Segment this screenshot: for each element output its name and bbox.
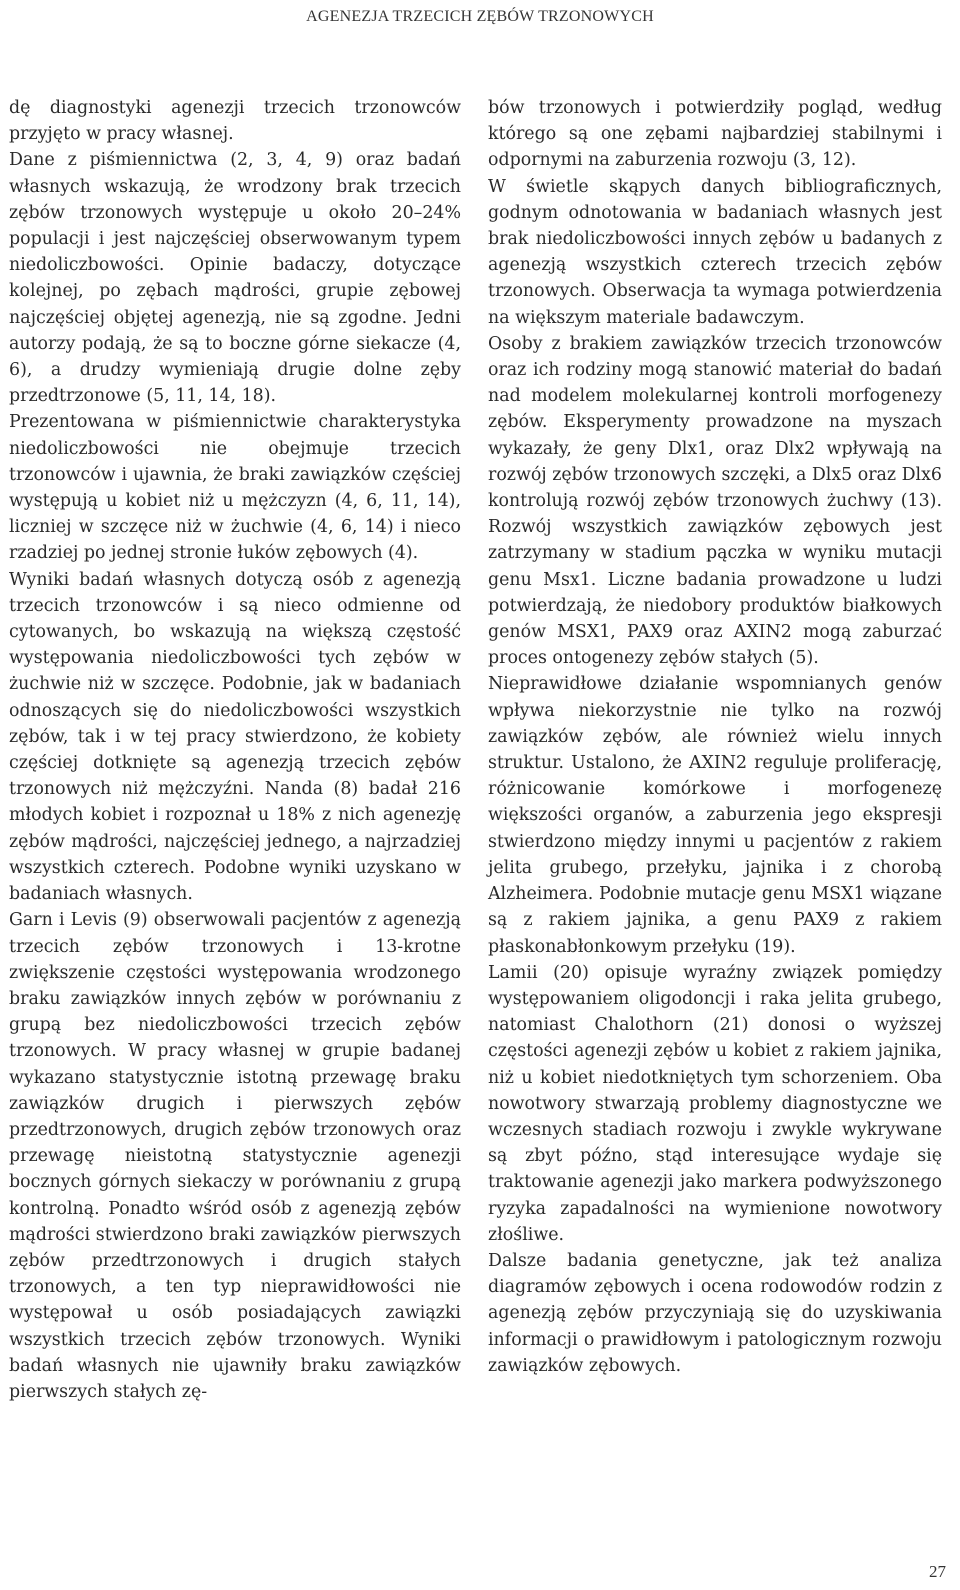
- paragraph: Garn i Levis (9) obserwowali pacjentów z agenezją trzecich zębów trzonowych i 13-krotne zwiększenie częstości występowania wrodzonego braku zawiązków innych zębów w porównaniu z grupą bez niedoliczbowości trzecich zębów trzonowych. W pracy własnej w grupie badanej wykazano statystycznie istotną przewagę braku zawiązków drugich i pierwszych zębów przedtrzonowych, drugich zębów trzonowych oraz przewagę nieistotną statystycznie agenezji bocznych górnych siekaczy w porównaniu z grupą kontrolną. Ponadto wśród osób z agenezją zębów mądrości stwierdzono braki zawiązków pierwszych zębów przedtrzonowych i drugich stałych trzonowych, a ten typ nieprawidłowości nie występował u osób posiadających zawiązki wszystkich trzecich zębów trzonowych. Wyniki badań własnych nie ujawniły braku zawiązków pierwszych stałych zę-: [9, 910, 461, 1402]
- paragraph: Osoby z brakiem zawiązków trzecich trzonowców oraz ich rodziny mogą stanowić materiał do badań nad modelem molekularnej kontroli morfogenezy zębów. Eksperymenty prowadzone na myszach wykazały, że geny Dlx1, oraz Dlx2 wpływają na rozwój zębów trzonowych szczęki, a Dlx5 oraz Dlx6 kontrolują rozwój zębów trzonowych żuchwy (13). Rozwój wszystkich zawiązków zębowych jest zatrzymany w stadium pączka w wyniku mutacji genu Msx1. Liczne badania prowadzone u ludzi potwierdzają, że niedobory produktów białkowych genów MSX1, PAX9 oraz AXIN2 mogą zaburzać proces ontogenezy zębów stałych (5).: [488, 333, 942, 669]
- paragraph: Nieprawidłowe działanie wspomnianych genów wpływa niekorzystnie nie tylko na rozwój zawiązków zębów, ale również wielu innych struktur. Ustalono, że AXIN2 reguluje proliferację, różnicowanie komórkowe i morfogenezę większości organów, a zaburzenia jego ekspresji stwierdzono między innymi u pacjentów z rakiem jelita grubego, przełyku, jajnika i z chorobą Alzheimera. Podobnie mutacje genu MSX1 wiązane są z rakiem jajnika, a genu PAX9 z rakiem płaskonabłonkowym przełyku (19).: [488, 674, 942, 957]
- paragraph: Dane z piśmiennictwa (2, 3, 4, 9) oraz badań własnych wskazują, że wrodzony brak trzecich zębów trzonowych występuje u około 20–24% populacji i jest najczęściej obserwowanym typem niedoliczbowości. Opinie badaczy, dotyczące kolejnej, po zębach mądrości, grupie zębowej najczęściej objętej agenezją, nie są zgodne. Jedni autorzy podają, że są to boczne górne siekacze (4, 6), a drudzy wymieniają drugie dolne zęby przedtrzonowe (5, 11, 14, 18).: [9, 150, 461, 407]
- paragraph: Prezentowana w piśmiennictwie charakterystyka niedoliczbowości nie obejmuje trzecich trzonowców i ujawnia, że braki zawiązków częściej występują u kobiet niż u mężczyzn (4, 6, 11, 14), liczniej w szczęce niż w żuchwie (4, 6, 14) i nieco rzadziej po jednej stronie łuków zębowych (4).: [9, 412, 461, 564]
- running-header: AGENEZJA TRZECICH ZĘBÓW TRZONOWYCH: [306, 8, 654, 25]
- paragraph: dę diagnostyki agenezji trzecich trzonowców przyjęto w pracy własnej.: [9, 98, 461, 145]
- left-column: [9, 95, 461, 1405]
- paragraph: W świetle skąpych danych bibliograficznych, godnym odnotowania w badaniach własnych jest brak niedoliczbowości innych zębów u badanych z agenezją wszystkich czterech trzecich zębów trzonowych. Obserwacja ta wymaga potwierdzenia na większym materiale badawczym.: [488, 176, 942, 328]
- paragraph: bów trzonowych i potwierdziły pogląd, według którego są one zębami najbardziej stabilnymi i odpornymi na zaburzenia rozwoju (3, 12).: [488, 98, 942, 171]
- paragraph: Lamii (20) opisuje wyraźny związek pomiędzy występowaniem oligodoncji i raka jelita grubego, natomiast Chalothorn (21) donosi o wyższej częstości agenezji zębów u kobiet z rakiem jajnika, niż u kobiet niedotkniętych tym schorzeniem. Oba nowotwory stwarzają problemy diagnostyczne we wczesnych stadiach rozwoju i zwykle wykrywane są zbyt późno, stąd interesujące wydaje się traktowanie agenezji jako markera podwyższonego ryzyka zapadalności na wymienione nowotwory złośliwe.: [488, 962, 942, 1245]
- paragraph: Wyniki badań własnych dotyczą osób z agenezją trzecich trzonowców i są nieco odmienne od cytowanych, bo wskazują na większą częstość występowania niedoliczbowości tych zębów w żuchwie niż w szczęce. Podobnie, jak w badaniach odnoszących się do niedoliczbowości wszystkich zębów, tak i w tej pracy stwierdzono, że kobiety częściej dotknięte są agenezją trzecich zębów trzonowych niż mężczyźni. Nanda (8) badał 216 młodych kobiet i rozpoznał u 18% z nich agenezję zębów mądrości, najczęściej jednego, a najrzadziej wszystkich czterech. Podobne wyniki uzyskano w badaniach własnych.: [9, 569, 461, 905]
- right-column: [488, 95, 942, 1379]
- page-number: 27: [929, 1562, 946, 1581]
- paragraph: Dalsze badania genetyczne, jak też analiza diagramów zębowych i ocena rodowodów rodzin z agenezją zębów przyczyniają się do uzyskiwania informacji o prawidłowym i patologicznym rozwoju zawiązków zębowych.: [488, 1250, 942, 1376]
